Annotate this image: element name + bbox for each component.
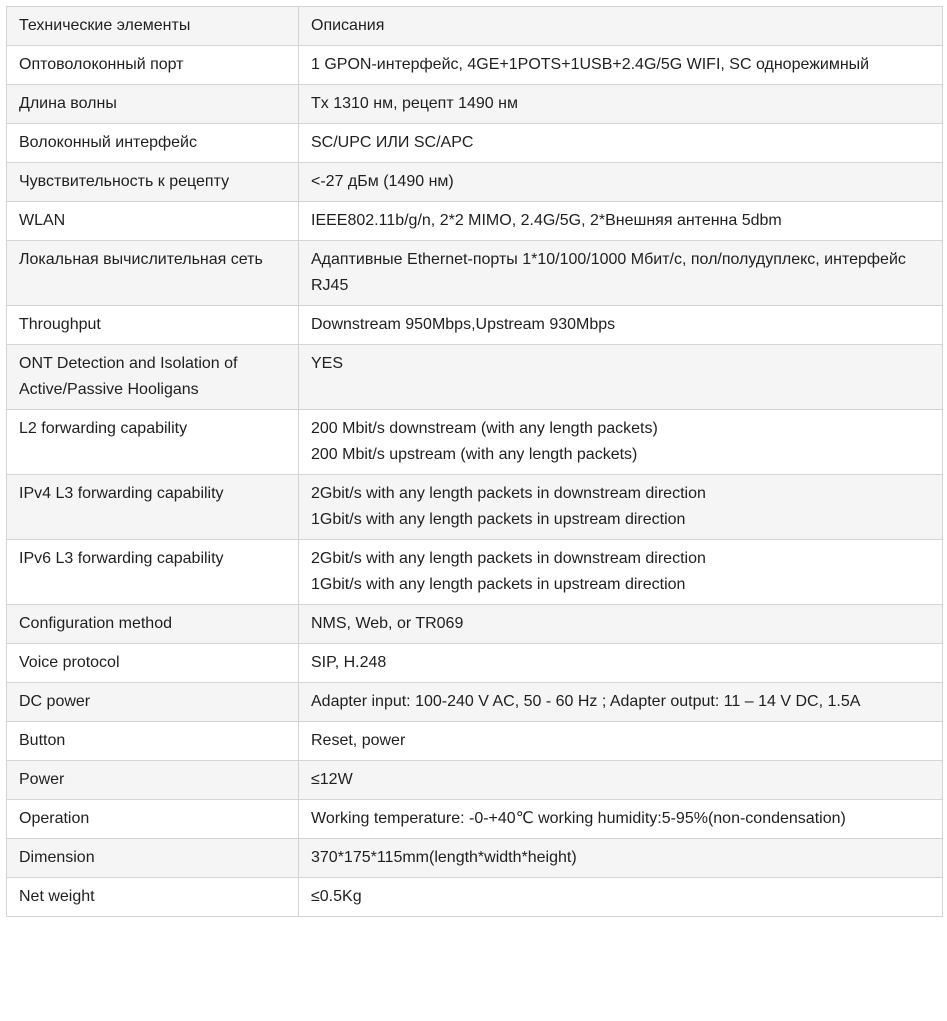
spec-desc-line: IEEE802.11b/g/n, 2*2 MIMO, 2.4G/5G, 2*Внешняя антенна 5dbm (311, 212, 782, 229)
spec-desc-line: 370*175*115mm(length*width*height) (311, 849, 577, 866)
table-row (7, 306, 943, 345)
header-desc-cell: Описания (299, 7, 943, 46)
table-row (7, 605, 943, 644)
table-row (7, 800, 943, 839)
spec-name-cell: Configuration method (7, 605, 299, 644)
table-row (7, 202, 943, 241)
spec-name-cell: Throughput (7, 306, 299, 345)
spec-desc-line: <-27 дБм (1490 нм) (311, 173, 454, 190)
spec-desc-line: 1 GPON-интерфейс, 4GE+1POTS+1USB+2.4G/5G WIFI, SC однорежимный (311, 56, 870, 73)
table-row (7, 410, 943, 475)
spec-desc-line: Reset, power (311, 732, 406, 749)
spec-desc-cell (299, 410, 943, 475)
spec-desc-line: Адаптивные Ethernet-порты 1*10/100/1000 Мбит/с, пол/полудуплекс, интерфейс RJ45 (311, 251, 906, 294)
spec-desc-line: Downstream 950Mbps,Upstream 930Mbps (311, 316, 616, 333)
spec-desc-line: Tx 1310 нм, рецепт 1490 нм (311, 95, 518, 112)
spec-desc-cell (299, 800, 943, 839)
spec-name-cell: Волоконный интерфейс (7, 124, 299, 163)
spec-desc-line: 200 Mbit/s upstream (with any length packets) (311, 446, 638, 463)
table-row (7, 475, 943, 540)
table-row (7, 241, 943, 306)
table-row (7, 46, 943, 85)
table-row (7, 540, 943, 605)
spec-desc-cell (299, 683, 943, 722)
spec-desc-cell (299, 540, 943, 605)
spec-name-cell: Dimension (7, 839, 299, 878)
spec-name-cell: Button (7, 722, 299, 761)
spec-name-cell: IPv6 L3 forwarding capability (7, 540, 299, 605)
spec-desc-cell (299, 85, 943, 124)
spec-name-cell: Оптоволоконный порт (7, 46, 299, 85)
spec-desc-cell (299, 722, 943, 761)
spec-name-cell: Voice protocol (7, 644, 299, 683)
table-row (7, 85, 943, 124)
spec-name-cell: Чувствительность к рецепту (7, 163, 299, 202)
spec-desc-cell (299, 163, 943, 202)
spec-name-cell: IPv4 L3 forwarding capability (7, 475, 299, 540)
spec-name-cell: DC power (7, 683, 299, 722)
spec-name-cell: L2 forwarding capability (7, 410, 299, 475)
table-row (7, 878, 943, 917)
table-row (7, 761, 943, 800)
spec-desc-line: 200 Mbit/s downstream (with any length packets) (311, 420, 658, 437)
header-name-cell: Технические элементы (7, 7, 299, 46)
spec-name-cell: Operation (7, 800, 299, 839)
spec-desc-line: SIP, H.248 (311, 654, 387, 671)
spec-table (6, 6, 943, 917)
table-row (7, 124, 943, 163)
table-row (7, 345, 943, 410)
spec-desc-line: 1Gbit/s with any length packets in upstream direction (311, 511, 686, 528)
spec-desc-line: ≤12W (311, 771, 353, 788)
spec-desc-cell (299, 761, 943, 800)
spec-desc-cell (299, 605, 943, 644)
spec-desc-cell (299, 124, 943, 163)
spec-desc-cell (299, 46, 943, 85)
spec-desc-line: 2Gbit/s with any length packets in downstream direction (311, 550, 706, 567)
table-row (7, 163, 943, 202)
table-row (7, 644, 943, 683)
spec-name-cell: Net weight (7, 878, 299, 917)
spec-desc-cell (299, 644, 943, 683)
spec-desc-line: ≤0.5Kg (311, 888, 362, 905)
spec-desc-line: SC/UPC ИЛИ SC/APC (311, 134, 474, 151)
spec-desc-line: Working temperature: -0-+40℃ working humidity:5-95%(non-condensation) (311, 810, 846, 827)
table-row (7, 722, 943, 761)
spec-desc-cell (299, 202, 943, 241)
spec-desc-cell (299, 878, 943, 917)
spec-desc-cell (299, 241, 943, 306)
spec-desc-line: 2Gbit/s with any length packets in downstream direction (311, 485, 706, 502)
spec-name-cell: Длина волны (7, 85, 299, 124)
spec-desc-line: Adapter input: 100-240 V AC, 50 - 60 Hz ; Adapter output: 11 – 14 V DC, 1.5A (311, 693, 861, 710)
spec-desc-cell (299, 839, 943, 878)
spec-desc-cell (299, 345, 943, 410)
spec-desc-line: 1Gbit/s with any length packets in upstream direction (311, 576, 686, 593)
spec-desc-line: YES (311, 355, 344, 372)
spec-table-body (7, 7, 943, 917)
spec-desc-cell (299, 475, 943, 540)
spec-name-cell: ONT Detection and Isolation of Active/Passive Hooligans (7, 345, 299, 410)
spec-desc-cell (299, 306, 943, 345)
spec-name-cell: Power (7, 761, 299, 800)
table-row (7, 683, 943, 722)
spec-name-cell: WLAN (7, 202, 299, 241)
spec-desc-line: NMS, Web, or TR069 (311, 615, 464, 632)
table-header-row (7, 7, 943, 46)
table-row (7, 839, 943, 878)
spec-name-cell: Локальная вычислительная сеть (7, 241, 299, 306)
